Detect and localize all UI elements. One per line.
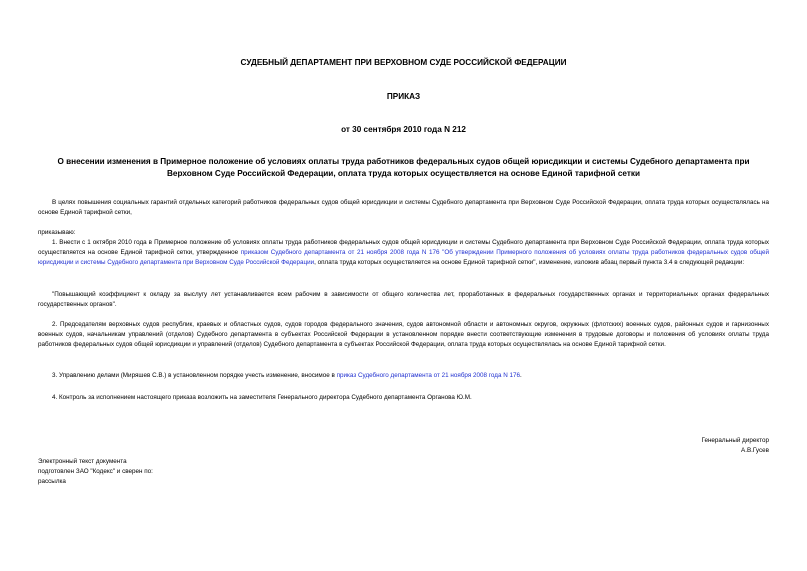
document-type: ПРИКАЗ: [386, 92, 421, 101]
item-3-text-start: 3. Управлению делами (Миряшев С.В.) в установленном порядке учесть изменение, вносимое в: [52, 372, 337, 379]
signature-block: [701, 436, 769, 456]
item-1-text-end: , оплата труда которых осуществляется на основе Единой тарифной сетки", изменение, изложив абзац первый пункта 3.4 в следующей редакции:: [314, 258, 745, 266]
item-3-text-end: .: [520, 372, 522, 379]
model-regulation-link[interactable]: "Об утверждении Примерного положения об условиях оплаты труда работников федеральных судов общей юрисдикции и системы Судебного департамента при Верховном Суде Российской Федерации: [38, 248, 770, 266]
document-date-number: от 30 сентября 2010 года N 212: [341, 125, 466, 134]
issuing-organization: СУДЕБНЫЙ ДЕПАРТАМЕНТ ПРИ ВЕРХОВНОМ СУДЕ РОССИЙСКОЙ ФЕДЕРАЦИИ: [240, 58, 567, 67]
signatory-position: Генеральный директор: [701, 437, 769, 444]
note-line-3: рассылка: [38, 478, 66, 485]
document-title: О внесении изменения в Примерное положение об условиях оплаты труда работников федеральных судов общей юрисдикции и системы Судебного департамента при Верховном Суде Российской Федерации, оплата труда которых осуществляется на основе Единой тарифной сетки: [57, 157, 750, 178]
quote-paragraph: "Повышающий коэффициент к окладу за выслугу лет устанавливается всем рабочим в зависимости от общего количества лет, проработанных в федеральных государственных органах и территориальных органах федеральных государственных органов".: [38, 291, 769, 308]
item-1-paragraph: [38, 238, 769, 268]
order-word: приказываю:: [38, 229, 76, 236]
item-4-paragraph: 4. Контроль за исполнением настоящего приказа возложить на заместителя Генерального директора Судебного департамента Органова Ю.М.: [52, 394, 472, 401]
order-176-link-2[interactable]: приказ Судебного департамента от 21 ноября 2008 года N 176: [336, 372, 521, 379]
item-1-text-start: 1. Внести с 1 октября 2010 года в Примерное положение об условиях оплаты труда работников федеральных судов общей юрисдикции и системы Судебного департамента при Верховном Суде Российской Федерации, оплата труда которых осуществляется на основе Единой тарифной сетки, утвержденное: [38, 239, 769, 256]
note-line-1: Электронный текст документа: [38, 458, 127, 465]
item-2-paragraph: 2. Председателям верховных судов республик, краевых и областных судов, судов городов федерального значения, судов автономной области и автономных округов, окружных (флотских) военных судов, районных судов и гарнизонных военных судов, начальникам управлений (отделов) Судебного департамента в субъектах Российской Федерации в установленном порядке внести соответствующие изменения в трудовые договоры и положения об условиях оплаты труда работников федеральных судов общей юрисдикции и управлений (отделов) Судебного департамента в субъектах Российской Федерации, оплата труда которых осуществлялась на основе Единой тарифной сетки.: [38, 321, 769, 348]
item-3-paragraph: [38, 371, 769, 381]
preamble-paragraph: В целях повышения социальных гарантий отдельных категорий работников федеральных судов общей юрисдикции и системы Судебного департамента при Верховном Суде Российской Федерации, оплата труда которых осуществлялась на основе Единой тарифной сетки,: [38, 199, 769, 216]
electronic-text-note: [38, 457, 153, 487]
order-176-link[interactable]: приказом Судебного департамента от 21 ноября 2008 года N 176: [240, 248, 440, 256]
note-line-2: подготовлен ЗАО "Кодекс" и сверен по:: [38, 468, 153, 475]
signatory-name: А.В.Гусев: [741, 447, 769, 454]
